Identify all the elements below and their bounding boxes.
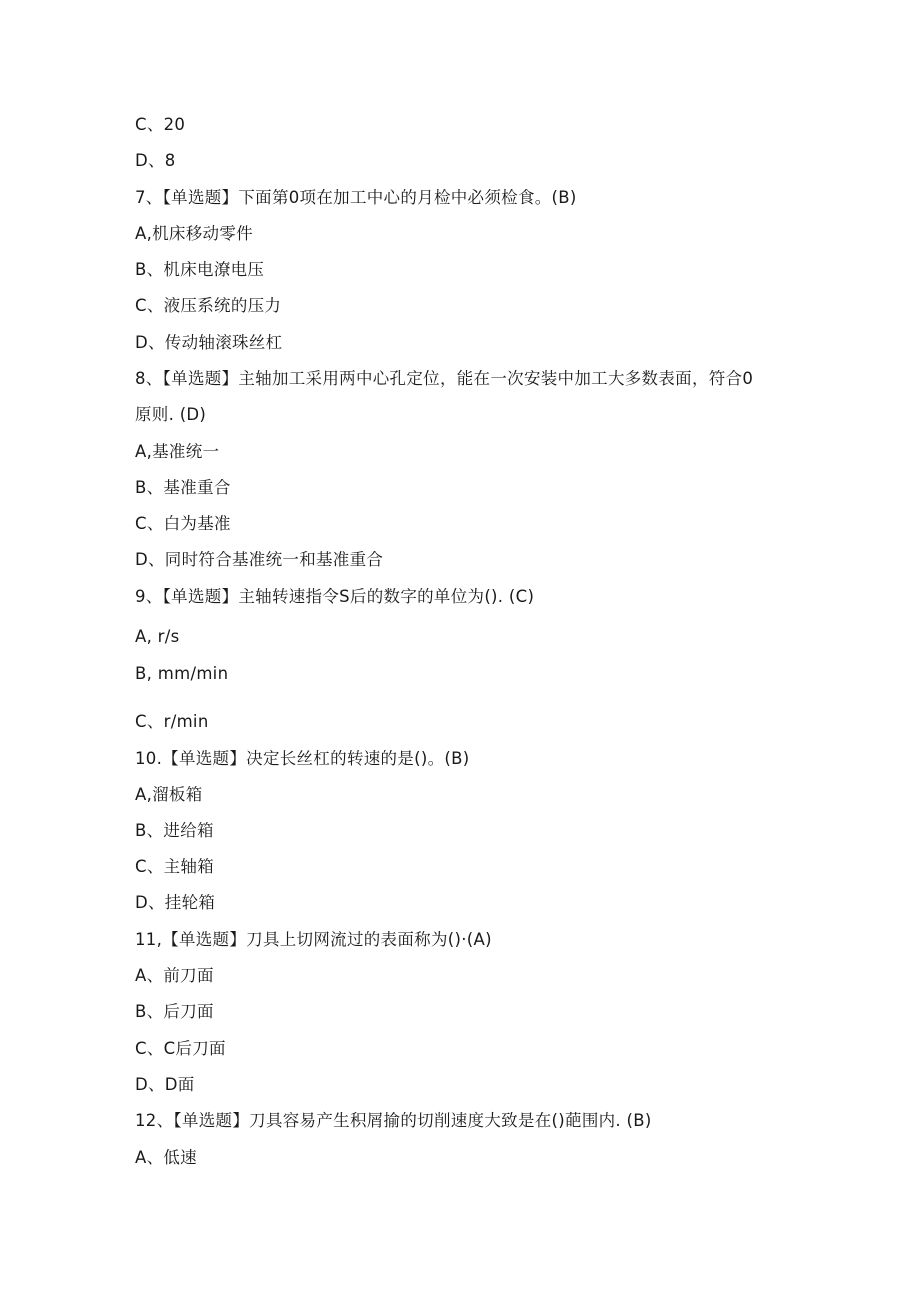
question-7: 7、【单选题】下面第0项在加工中心的月检中必须检食。(B): [135, 188, 577, 207]
option-b-q7: B、机床电潦电压: [135, 260, 265, 279]
option-a-q11: A、前刀面: [135, 966, 214, 985]
option-a-q9: A, r/s: [135, 627, 180, 646]
option-c-q6: C、20: [135, 115, 186, 134]
option-c-q11: C、C后刀面: [135, 1039, 226, 1058]
question-11: 11,【单选题】刀具上切网流过的表面称为()·(A): [135, 930, 492, 949]
option-b-q11: B、后刀面: [135, 1002, 214, 1021]
option-c-q10: C、主轴箱: [135, 857, 215, 876]
option-d-q7: D、传动轴滚珠丝杠: [135, 333, 283, 352]
question-10: 10.【单选题】决定长丝杠的转速的是()。(B): [135, 749, 470, 768]
option-d-q6: D、8: [135, 151, 176, 170]
question-9: 9、【单选题】主轴转速指令S后的数字的单位为(). (C): [135, 587, 535, 606]
option-b-q10: B、进给箱: [135, 821, 214, 840]
question-12: 12、【单选题】刀具容易产生积屑揄的切削速度大致是在()葩围内. (B): [135, 1111, 652, 1130]
option-a-q10: A,溜板箱: [135, 785, 203, 804]
question-8-cont: 原则. (D): [135, 405, 207, 424]
option-a-q12: A、低速: [135, 1148, 197, 1167]
option-c-q7: C、液压系统的压力: [135, 296, 282, 315]
option-a-q7: A,机床移动零件: [135, 224, 253, 243]
question-8: 8、【单选题】主轴加工采用两中心孔定位，能在一次安装中加工大多数表面，符合0: [135, 369, 754, 388]
option-c-q9: C、r/min: [135, 712, 209, 731]
option-b-q9: B, mm/min: [135, 664, 229, 683]
option-a-q8: A,基准统一: [135, 442, 220, 461]
option-d-q8: D、同时符合基准统一和基准重合: [135, 550, 384, 569]
option-d-q10: D、挂轮箱: [135, 893, 216, 912]
option-c-q8: C、白为基准: [135, 514, 231, 533]
option-d-q11: D、D面: [135, 1075, 195, 1094]
option-b-q8: B、基准重合: [135, 478, 231, 497]
